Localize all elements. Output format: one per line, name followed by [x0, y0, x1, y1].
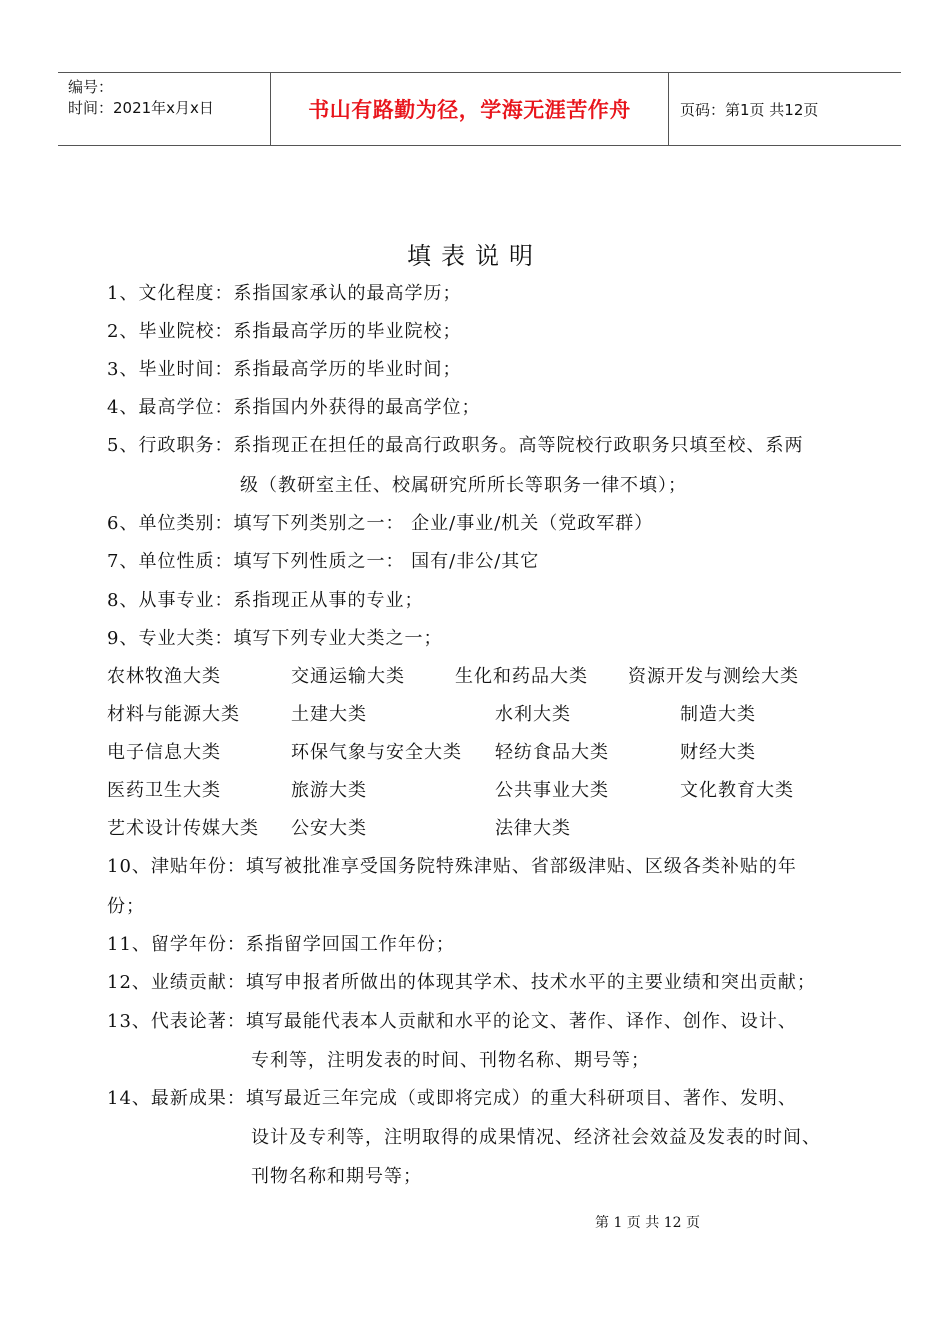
- item-11: 11、留学年份：系指留学回国工作年份；: [107, 934, 455, 955]
- item-3: 3、毕业时间：系指最高学历的毕业时间；: [107, 359, 462, 380]
- item-13-line-2: 专利等，注明发表的时间、刊物名称、期号等；: [251, 1050, 650, 1071]
- item-5-line-1: 5、行政职务：系指现正在担任的最高行政职务。高等院校行政职务只填至校、系两: [107, 435, 804, 456]
- category-cell: 交通运输大类: [291, 666, 405, 687]
- item-8: 8、从事专业：系指现正从事的专业；: [107, 590, 424, 611]
- category-cell: 公共事业大类: [495, 780, 609, 801]
- category-cell: 轻纺食品大类: [495, 742, 609, 763]
- item-4: 4、最高学位：系指国内外获得的最高学位；: [107, 397, 481, 418]
- item-9: 9、专业大类：填写下列专业大类之一；: [107, 628, 443, 649]
- category-cell: 资源开发与测绘大类: [628, 666, 799, 687]
- page-info: 页码：第1页 共12页: [680, 100, 819, 119]
- category-cell: 土建大类: [291, 704, 367, 725]
- category-cell: 制造大类: [680, 704, 756, 725]
- category-cell: 医药卫生大类: [107, 780, 221, 801]
- category-cell: 文化教育大类: [680, 780, 794, 801]
- category-cell: 财经大类: [680, 742, 756, 763]
- item-14-line-3: 刊物名称和期号等；: [251, 1166, 422, 1187]
- category-cell: 农林牧渔大类: [107, 666, 221, 687]
- number-label: 编号：: [68, 78, 114, 96]
- item-14-line-2: 设计及专利等，注明取得的成果情况、经济社会效益及发表的时间、: [251, 1127, 821, 1148]
- category-cell: 艺术设计传媒大类: [107, 818, 259, 839]
- item-12: 12、业绩贡献：填写申报者所做出的体现其学术、技术水平的主要业绩和突出贡献；: [107, 972, 816, 993]
- item-14-line-1: 14、最新成果：填写最近三年完成（或即将完成）的重大科研项目、著作、发明、: [107, 1088, 797, 1109]
- header-left-cell: [58, 73, 271, 145]
- item-2: 2、毕业院校：系指最高学历的毕业院校；: [107, 321, 462, 342]
- category-cell: 生化和药品大类: [455, 666, 588, 687]
- item-10-line-2: 份；: [107, 896, 145, 917]
- motto: 书山有路勤为径，学海无涯苦作舟: [271, 73, 669, 145]
- item-7: 7、单位性质：填写下列性质之一： 国有/非公/其它: [107, 551, 540, 572]
- category-cell: 旅游大类: [291, 780, 367, 801]
- item-13-line-1: 13、代表论著：填写最能代表本人贡献和水平的论文、著作、译作、创作、设计、: [107, 1011, 797, 1032]
- category-cell: 环保气象与安全大类: [291, 742, 462, 763]
- page-title: 填表说明: [407, 242, 543, 270]
- category-cell: 水利大类: [495, 704, 571, 725]
- item-6: 6、单位类别：填写下列类别之一： 企业/事业/机关（党政军群）: [107, 513, 654, 534]
- header-table: [58, 72, 901, 146]
- category-cell: 材料与能源大类: [107, 704, 240, 725]
- category-cell: 法律大类: [495, 818, 571, 839]
- page-footer: 第 1 页 共 12 页: [595, 1215, 700, 1231]
- item-5-line-2: 级（教研室主任、校属研究所所长等职务一律不填）；: [240, 475, 687, 496]
- category-cell: 公安大类: [291, 818, 367, 839]
- item-1: 1、文化程度：系指国家承认的最高学历；: [107, 283, 462, 304]
- item-10-line-1: 10、津贴年份：填写被批准享受国务院特殊津贴、省部级津贴、区级各类补贴的年: [107, 856, 797, 877]
- category-cell: 电子信息大类: [107, 742, 221, 763]
- time-label: 时间：2021年x月x日: [68, 99, 214, 117]
